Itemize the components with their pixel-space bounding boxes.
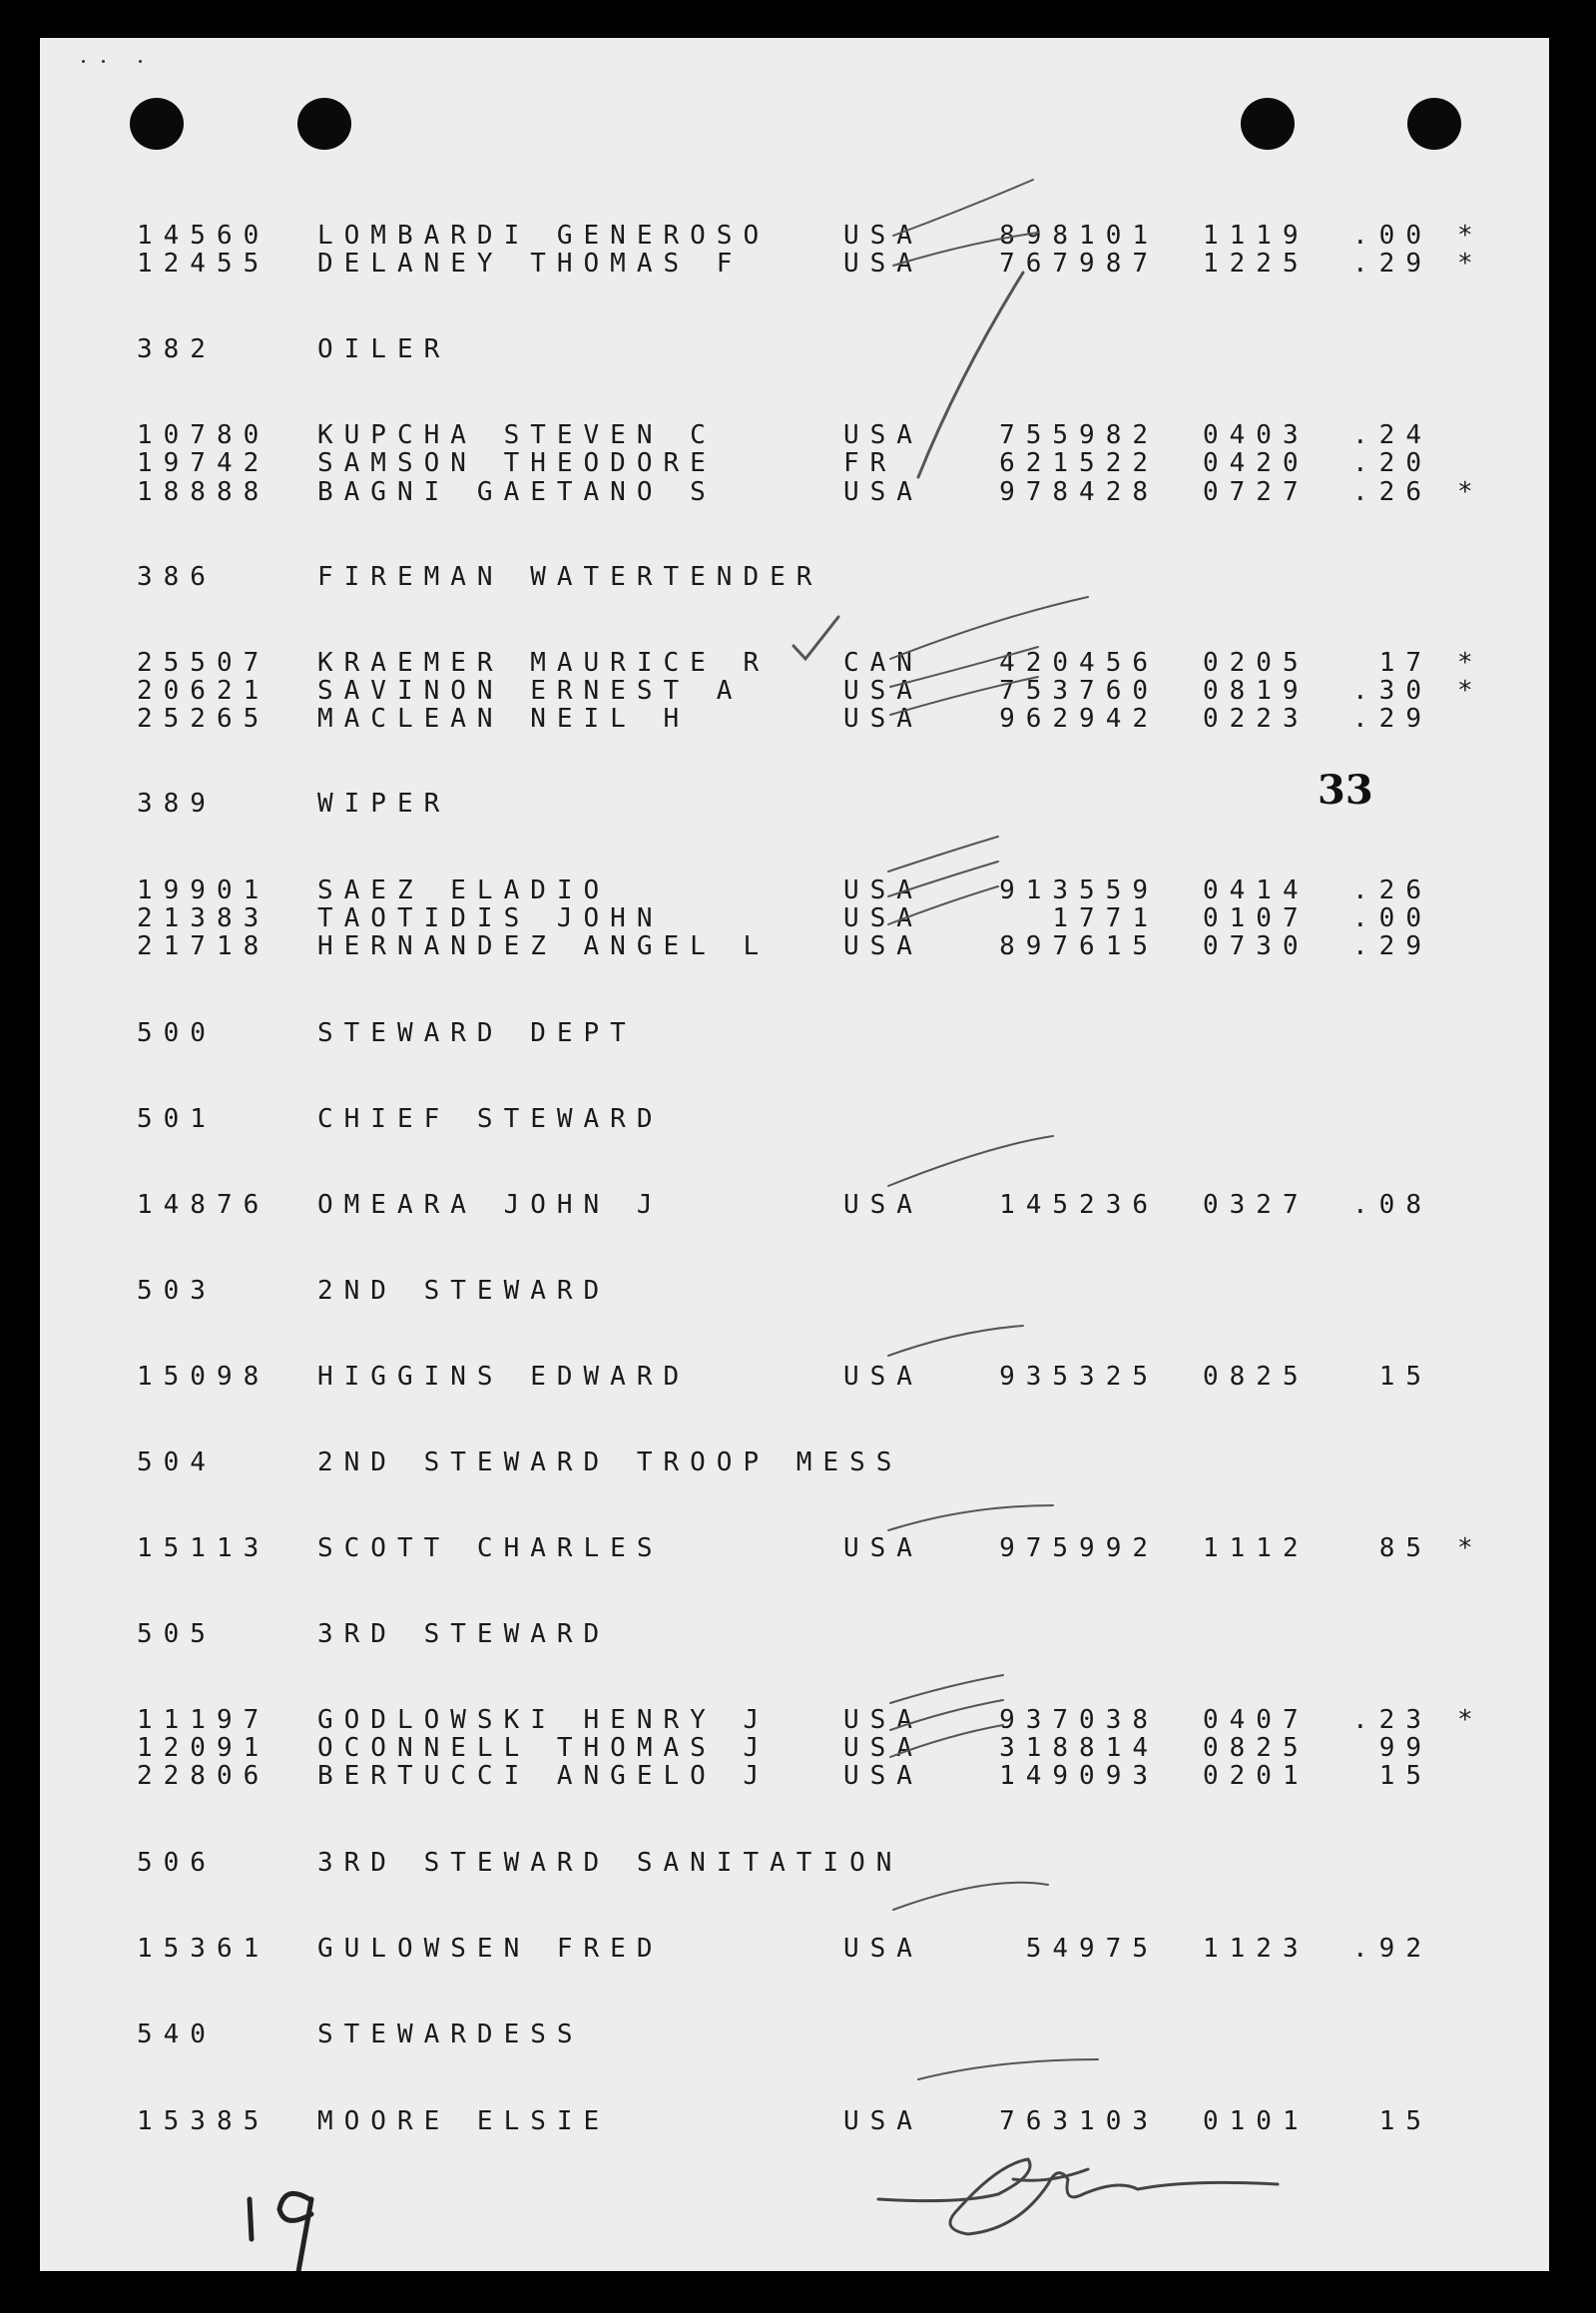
tick-mark	[893, 180, 1033, 236]
document-page	[40, 38, 1549, 2271]
crew-number: 20621	[137, 676, 270, 706]
crew-number: 14560	[137, 221, 270, 251]
tick-mark	[890, 677, 1038, 715]
crew-number: 15098	[137, 1362, 270, 1392]
date-code: 0223	[1203, 704, 1310, 734]
date-code: 0819	[1203, 676, 1310, 706]
rating-title: OILER	[317, 334, 451, 364]
crew-name: SAVINON ERNEST A	[317, 676, 744, 706]
value-code: .29	[1352, 704, 1432, 734]
document-id: 753760	[999, 676, 1159, 706]
rating-code: 500	[137, 1018, 217, 1048]
check-mark	[794, 617, 838, 659]
crew-number: 21718	[137, 931, 270, 961]
rating-title: STEWARDESS	[317, 2020, 584, 2049]
document-id: 420456	[999, 648, 1159, 678]
crew-name: BAGNI GAETANO S	[317, 477, 717, 507]
crew-name: HERNANDEZ ANGEL L	[317, 931, 771, 961]
value-code: .92	[1352, 1934, 1432, 1964]
value-code: .23	[1352, 1705, 1432, 1735]
asterisk-mark: *	[1457, 648, 1484, 678]
value-code: 15	[1378, 1362, 1432, 1392]
crew-number: 21383	[137, 903, 270, 933]
date-code: 1225	[1203, 249, 1310, 279]
value-code: 85	[1378, 1533, 1432, 1563]
document-id: 763103	[999, 2106, 1159, 2136]
document-id: 755982	[999, 420, 1159, 450]
crew-name: BERTUCCI ANGELO J	[317, 1761, 771, 1791]
date-code: 0403	[1203, 420, 1310, 450]
citizenship: USA	[843, 704, 923, 734]
tick-mark	[918, 273, 1023, 477]
crew-name: KUPCHA STEVEN C	[317, 420, 717, 450]
signature-scrawl	[878, 2159, 1278, 2234]
value-code: .24	[1352, 420, 1432, 450]
date-code: 0205	[1203, 648, 1310, 678]
citizenship: USA	[843, 1733, 923, 1763]
date-code: 0727	[1203, 477, 1310, 507]
crew-number: 25265	[137, 704, 270, 734]
crew-number: 14876	[137, 1190, 270, 1220]
citizenship: USA	[843, 875, 923, 905]
value-code: .29	[1352, 931, 1432, 961]
rating-code: 389	[137, 789, 217, 819]
tick-mark	[890, 1675, 1003, 1703]
citizenship: USA	[843, 221, 923, 251]
crew-name: LOMBARDI GENEROSO	[317, 221, 771, 251]
value-code: .29	[1352, 249, 1432, 279]
date-code: 1112	[1203, 1533, 1310, 1563]
asterisk-mark: *	[1457, 676, 1484, 706]
tick-mark	[888, 1136, 1053, 1186]
citizenship: USA	[843, 1761, 923, 1791]
document-id: 937038	[999, 1705, 1159, 1735]
citizenship: USA	[843, 676, 923, 706]
document-id: 962942	[999, 704, 1159, 734]
crew-number: 19742	[137, 448, 270, 478]
value-code: 15	[1378, 2106, 1432, 2136]
document-id: 913559	[999, 875, 1159, 905]
asterisk-mark: *	[1457, 221, 1484, 251]
date-code: 0414	[1203, 875, 1310, 905]
citizenship: USA	[843, 249, 923, 279]
document-id: 897615	[999, 931, 1159, 961]
rating-code: 506	[137, 1848, 217, 1878]
rating-code: 501	[137, 1104, 217, 1134]
citizenship: USA	[843, 903, 923, 933]
citizenship: USA	[843, 1533, 923, 1563]
citizenship: FR	[843, 448, 897, 478]
crew-name: HIGGINS EDWARD	[317, 1362, 691, 1392]
rating-code: 382	[137, 334, 217, 364]
document-id: 767987	[999, 249, 1159, 279]
rating-code: 504	[137, 1447, 217, 1477]
rating-title: WIPER	[317, 789, 451, 819]
crew-name: TAOTIDIS JOHN	[317, 903, 664, 933]
value-code: .00	[1352, 221, 1432, 251]
value-code: 99	[1378, 1733, 1432, 1763]
crew-number: 19901	[137, 875, 270, 905]
crew-number: 12455	[137, 249, 270, 279]
rating-code: 505	[137, 1619, 217, 1649]
rating-title: 3RD STEWARD SANITATION	[317, 1848, 903, 1878]
citizenship: CAN	[843, 648, 923, 678]
crew-number: 18888	[137, 477, 270, 507]
rating-title: 2ND STEWARD	[317, 1276, 611, 1306]
citizenship: USA	[843, 1705, 923, 1735]
date-code: 0107	[1203, 903, 1310, 933]
document-id: 54975	[1025, 1934, 1159, 1964]
asterisk-mark: *	[1457, 477, 1484, 507]
date-code: 0201	[1203, 1761, 1310, 1791]
crew-number: 10780	[137, 420, 270, 450]
document-id: 975992	[999, 1533, 1159, 1563]
tick-mark	[893, 1883, 1048, 1910]
page-number-stamp: 33	[1318, 767, 1373, 814]
rating-code: 386	[137, 562, 217, 592]
asterisk-mark: *	[1457, 1705, 1484, 1735]
crew-number: 15385	[137, 2106, 270, 2136]
rating-title: 3RD STEWARD	[317, 1619, 611, 1649]
value-code: .26	[1352, 477, 1432, 507]
crew-number: 22806	[137, 1761, 270, 1791]
crew-number: 25507	[137, 648, 270, 678]
crew-name: OCONNELL THOMAS J	[317, 1733, 771, 1763]
crew-number: 15361	[137, 1934, 270, 1964]
document-id: 621522	[999, 448, 1159, 478]
tick-mark	[918, 2059, 1098, 2079]
crew-number: 12091	[137, 1733, 270, 1763]
value-code: .26	[1352, 875, 1432, 905]
document-id: 145236	[999, 1190, 1159, 1220]
citizenship: USA	[843, 1362, 923, 1392]
rating-code: 540	[137, 2020, 217, 2049]
date-code: 0101	[1203, 2106, 1310, 2136]
value-code: .00	[1352, 903, 1432, 933]
date-code: 0420	[1203, 448, 1310, 478]
crew-number: 15113	[137, 1533, 270, 1563]
tick-mark	[888, 1505, 1053, 1530]
crew-name: SAEZ ELADIO	[317, 875, 611, 905]
date-code: 0730	[1203, 931, 1310, 961]
citizenship: USA	[843, 2106, 923, 2136]
tick-mark	[890, 1725, 1003, 1757]
document-id: 149093	[999, 1761, 1159, 1791]
rating-title: FIREMAN WATERTENDER	[317, 562, 823, 592]
crew-name: KRAEMER MAURICE R	[317, 648, 771, 678]
document-id: 318814	[999, 1733, 1159, 1763]
tick-mark	[890, 597, 1088, 659]
rating-title: CHIEF STEWARD	[317, 1104, 664, 1134]
date-code: 1119	[1203, 221, 1310, 251]
citizenship: USA	[843, 1190, 923, 1220]
date-code: 1123	[1203, 1934, 1310, 1964]
date-code: 0327	[1203, 1190, 1310, 1220]
value-code: 17	[1378, 648, 1432, 678]
corner-number-mark	[250, 2193, 311, 2271]
tick-mark	[890, 1700, 1003, 1730]
value-code: .08	[1352, 1190, 1432, 1220]
tick-mark	[888, 886, 998, 924]
crew-name: DELANEY THOMAS F	[317, 249, 744, 279]
crew-name: GULOWSEN FRED	[317, 1934, 664, 1964]
rating-title: STEWARD DEPT	[317, 1018, 637, 1048]
date-code: 0407	[1203, 1705, 1310, 1735]
crew-name: SCOTT CHARLES	[317, 1533, 664, 1563]
citizenship: USA	[843, 931, 923, 961]
crew-name: MOORE ELSIE	[317, 2106, 611, 2136]
rating-title: 2ND STEWARD TROOP MESS	[317, 1447, 903, 1477]
crew-name: OMEARA JOHN J	[317, 1190, 664, 1220]
citizenship: USA	[843, 477, 923, 507]
crew-number: 11197	[137, 1705, 270, 1735]
asterisk-mark: *	[1457, 1533, 1484, 1563]
value-code: 15	[1378, 1761, 1432, 1791]
crew-name: MACLEAN NEIL H	[317, 704, 691, 734]
document-id: 1771	[1052, 903, 1159, 933]
crew-name: SAMSON THEODORE	[317, 448, 717, 478]
value-code: .30	[1352, 676, 1432, 706]
crew-name: GODLOWSKI HENRY J	[317, 1705, 771, 1735]
tick-mark	[888, 1326, 1023, 1356]
document-id: 935325	[999, 1362, 1159, 1392]
date-code: 0825	[1203, 1733, 1310, 1763]
value-code: .20	[1352, 448, 1432, 478]
tick-mark	[893, 233, 1038, 266]
rating-code: 503	[137, 1276, 217, 1306]
date-code: 0825	[1203, 1362, 1310, 1392]
citizenship: USA	[843, 1934, 923, 1964]
asterisk-mark: *	[1457, 249, 1484, 279]
pen-marks	[40, 38, 1549, 2271]
document-id: 898101	[999, 221, 1159, 251]
citizenship: USA	[843, 420, 923, 450]
document-id: 978428	[999, 477, 1159, 507]
